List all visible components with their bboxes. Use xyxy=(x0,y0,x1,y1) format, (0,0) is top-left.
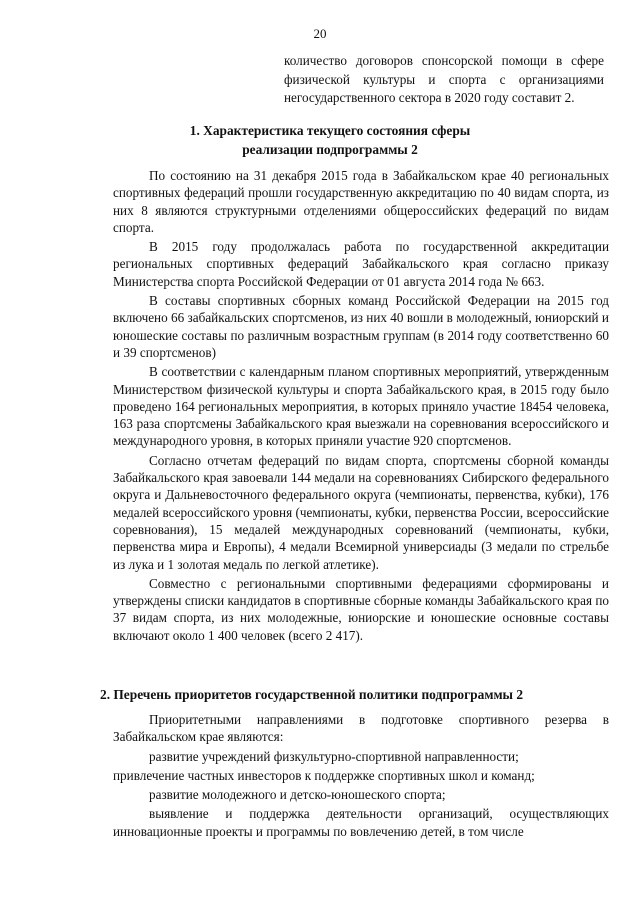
paragraph: Приоритетными направлениями в подготовке спортивного резерва в Забайкальском крае являются: xyxy=(113,712,609,745)
paragraph: Совместно с региональными спортивными федерациями сформированы и утверждены списки кандидатов в спортивные сборные команды Забайкальского края по 37 видам спорта, из них молодежные, юниорские и юношеские основные составы включают около 1 400 человек (всего 2 417). xyxy=(113,575,609,643)
paragraph: По состоянию на 31 декабря 2015 года в Забайкальском крае 40 региональных спортивных федераций прошли государственную аккредитацию по 40 видам спорта, из них 8 являются структурными отделениями общероссийских федераций по видам спорта. xyxy=(113,168,609,235)
section-1-heading-line-1: 1. Характеристика текущего состояния сферы xyxy=(189,123,471,138)
section-1-heading-line-2: реализации подпрограммы 2 xyxy=(242,141,418,157)
section-2-body xyxy=(113,711,609,840)
list-item: развитие молодежного и детско-юношеского спорта; xyxy=(149,787,446,803)
page-number: 20 xyxy=(313,26,327,41)
list-item: развитие учреждений физкультурно-спортивной направленности; xyxy=(149,748,519,764)
section-2-heading: 2. Перечень приоритетов государственной политики подпрограммы 2 xyxy=(100,687,524,702)
section-1-heading xyxy=(100,122,560,159)
paragraph: В 2015 году продолжалась работа по государственной аккредитации региональных спортивных федераций Забайкальского края согласно приказу Министерства спорта Российской Федерации от 01 августа 2014 года № 663. xyxy=(113,239,609,289)
paragraph: В соответствии с календарным планом спортивных мероприятий, утвержденным Министерством физической культуры и спорта Забайкальского края, в 2015 году было проведено 164 региональных мероприятия, в которых приняло участие 18454 человека, 163 раза спортсмены Забайкальского края выезжали на соревнования всероссийского и международного уровня, в которых приняли участие 920 спортсменов. xyxy=(113,364,609,449)
paragraph: В составы спортивных сборных команд Российской Федерации на 2015 год включено 66 забайкальских спортсменов, из них 40 вошли в молодежный, юниорский и юношеские составы по различным возрастным группам (в 2014 году соответственно 60 и 39 спортсменов) xyxy=(113,293,609,360)
intro-paragraph: количество договоров спонсорской помощи в сфере физической культуры и спорта с организациями негосударственного сектора в 2020 году составит 2. xyxy=(284,53,604,106)
section-1-body xyxy=(113,167,609,644)
list-item: привлечение частных инвесторов к поддержке спортивных школ и команд; xyxy=(113,767,535,783)
list-item: выявление и поддержка деятельности организаций, осуществляющих инновационные проекты и программы по вовлечению детей, в том числе xyxy=(113,806,609,839)
paragraph: Согласно отчетам федераций по видам спорта, спортсмены сборной команды Забайкальского края завоевали 144 медали на соревнованиях Сибирского федерального округа и Дальневосточного федерального округа (чемпионаты, первенства, кубки), 176 медалей всероссийского уровня (чемпионаты, кубки, первенства России, всероссийские соревнования), 15 медалей международных соревнований (чемпионаты, кубки, первенства мира и Европы), 4 медали Всемирной универсиады (3 медали по стрельбе из лука и 1 золотая медаль по легкой атлетике). xyxy=(113,452,609,572)
